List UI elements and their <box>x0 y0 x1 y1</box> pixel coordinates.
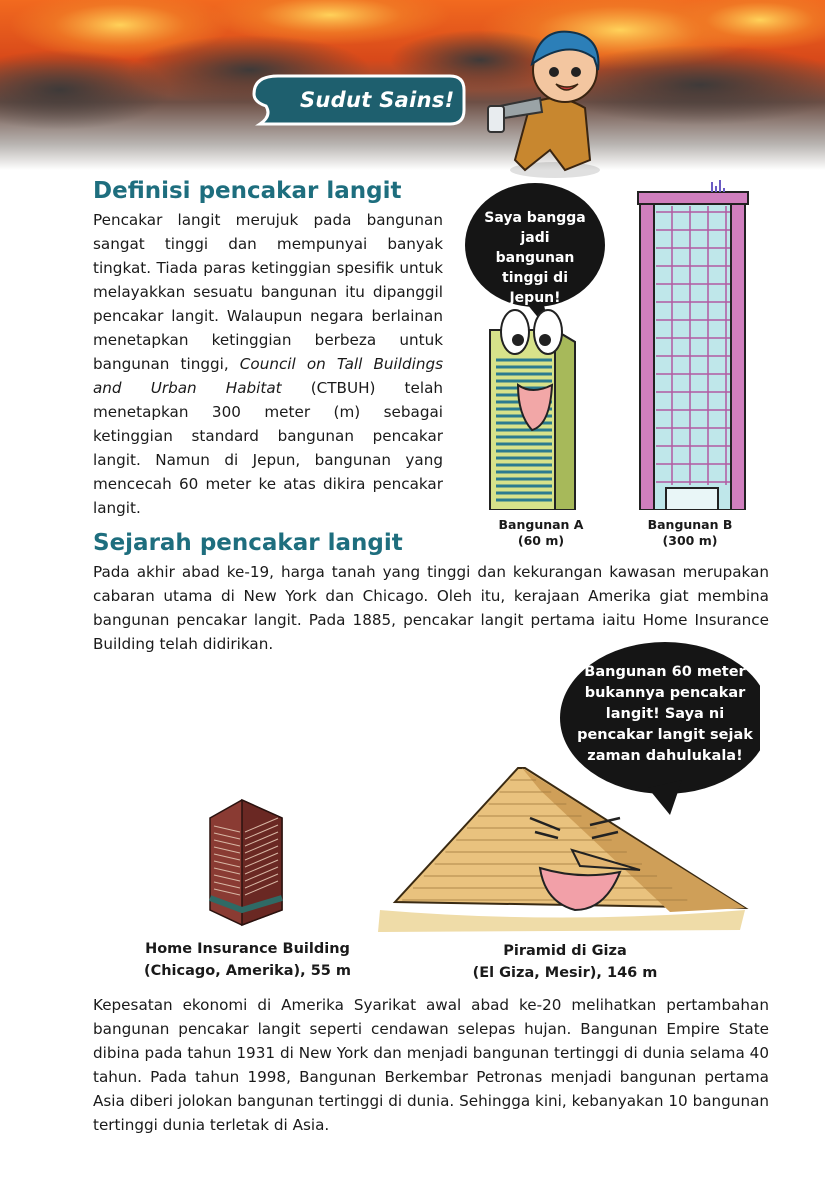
definition-heading: Definisi pencakar langit <box>93 178 402 204</box>
caption-pyramid <box>445 940 685 984</box>
history-paragraph: Pada akhir abad ke-19, harga tanah yang tinggi dan kekurangan kawasan merupakan cabaran utama di New York dan Chicago. Oleh itu, kerajaan Amerika giat membina bangunan pencakar langit. Pada 1885, pencakar langit pertama iaitu Home Insurance Building telah didirikan. <box>93 563 769 653</box>
building-a <box>490 310 575 510</box>
home-caption-name: Home Insurance Building <box>145 941 350 957</box>
pyramid-giza <box>378 768 745 932</box>
building-b-name: Bangunan B <box>647 517 733 532</box>
modern-paragraph: Kepesatan ekonomi di Amerika Syarikat awal abad ke-20 melihatkan pertambahan bangunan pencakar langit seperti cendawan selepas hujan. Bangunan Empire State dibina pada tahun 1931 di New York dan menjadi bangunan tertinggi di dunia selama 40 tahun. Pada tahun 1998, Bangunan Berkembar Petronas menjadi bangunan pertama Asia diberi jolokan bangunan tertinggi di dunia. Sehingga kini, kebanyakan 10 bangunan tertinggi dunia terletak di Asia. <box>93 996 769 1134</box>
speech-text-pyramid: Bangunan 60 meter bukannya pencakar langit! Saya ni pencakar langit sejak zaman dahulukala! <box>577 664 753 764</box>
history-heading: Sejarah pencakar langit <box>93 530 403 556</box>
caption-home-insurance <box>120 938 375 982</box>
badge-label: Sudut Sains! <box>300 88 455 112</box>
pyramid-caption-location: (El Giza, Mesir), 146 m <box>472 965 658 981</box>
mascot-character <box>470 20 620 185</box>
home-caption-location: (Chicago, Amerika), 55 m <box>143 963 352 979</box>
speech-text-building-a: Saya bangga jadi bangunan tinggi di Jepun! <box>484 210 586 306</box>
building-a-height: (60 m) <box>517 533 565 548</box>
building-a-name: Bangunan A <box>498 517 584 532</box>
home-insurance-building <box>210 800 282 925</box>
definition-paragraph: Pencakar langit merujuk pada bangunan sangat tinggi dan mempunyai banyak tingkat. Tiada paras ketinggian spesifik untuk melayakkan sesuatu bangunan itu dipanggil pencakar langit. Walaupun negara berlainan menetapkan ketinggian berbeza untuk bangunan tinggi, Council on Tall Buildings and Urban Habitat (CTBUH) telah menetapkan 300 meter (m) sebagai ketinggian standard bangunan pencakar langit. Namun di Jepun, bangunan yang mencecah 60 meter ke atas dikira pencakar langit. <box>93 211 444 517</box>
building-b-height: (300 m) <box>662 533 718 548</box>
caption-building-a <box>486 517 596 549</box>
building-b <box>638 180 748 510</box>
pyramid-caption-name: Piramid di Giza <box>503 943 627 959</box>
caption-building-b <box>630 517 750 549</box>
